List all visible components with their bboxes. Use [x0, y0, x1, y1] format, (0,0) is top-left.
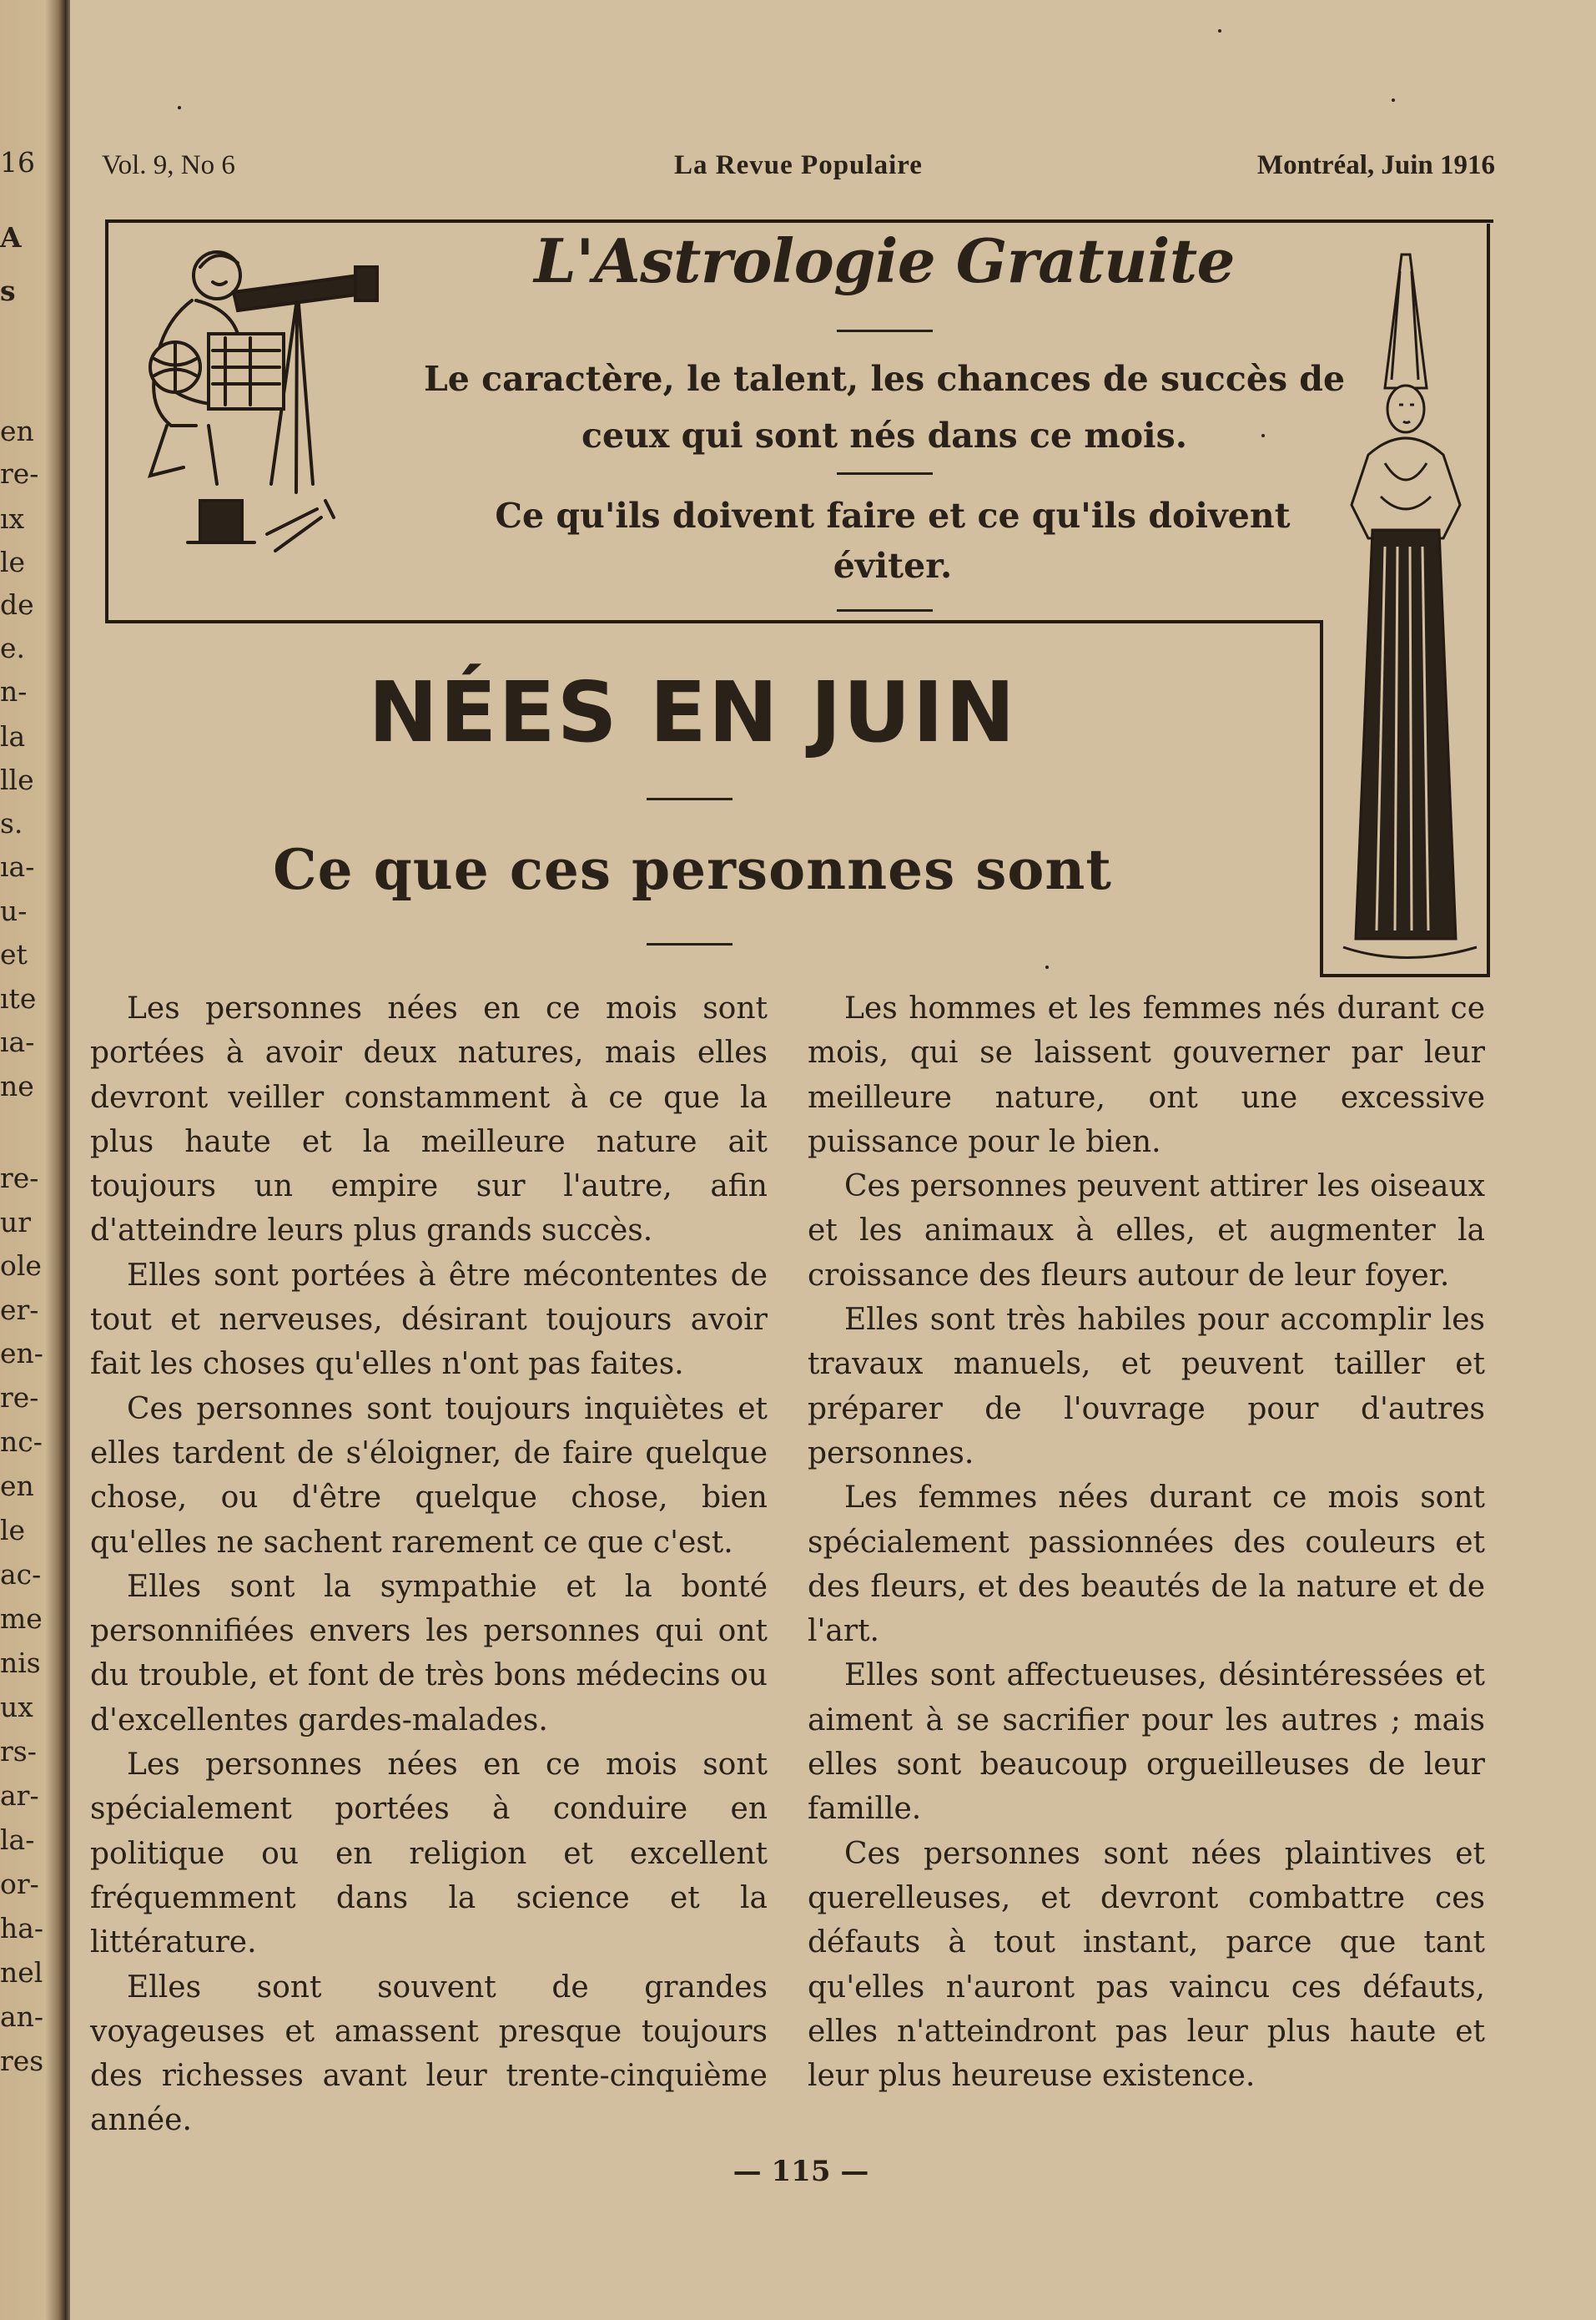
banner-frame-right: [1487, 224, 1490, 977]
print-speck: [1218, 29, 1221, 33]
banner-frame-step: [1320, 623, 1323, 977]
paragraph: Elles sont très habiles pour accomplir les travaux manuels, et peuvent tailler et préparer de l'ouvrage pour d'autres personnes.: [808, 1303, 1485, 1470]
print-speck: [1392, 98, 1395, 102]
right-column: [808, 986, 1485, 2098]
margin-fragment: lle: [0, 764, 34, 796]
divider: [647, 943, 733, 946]
margin-fragment: et: [0, 938, 28, 971]
banner-frame-step-bottom: [1320, 974, 1490, 977]
print-speck: [178, 106, 181, 109]
margin-fragment: A: [0, 221, 22, 254]
margin-fragment: le: [0, 1514, 26, 1546]
paragraph: Les femmes nées durant ce mois sont spécialement passionnées des couleurs et des fleurs, et des beautés de la nature et de l'art.: [808, 1480, 1485, 1649]
margin-fragment: me: [0, 1602, 43, 1635]
banner-subtitle: Le caractère, le talent, les chances de succès de ceux qui sont nés dans ce mois.: [423, 359, 1346, 456]
paragraph: Elles sont affectueuses, désintéressées et aiment à se sacrifier pour les autres ; mais elles sont beaucoup orgueilleuses de leur famille.: [808, 1658, 1485, 1827]
margin-fragment: n-: [0, 675, 28, 708]
divider: [837, 609, 933, 612]
margin-fragment: an-: [0, 2000, 44, 2033]
margin-fragment: er-: [0, 1294, 39, 1326]
margin-fragment: re-: [0, 1381, 39, 1414]
left-column: [90, 986, 768, 2143]
divider: [837, 472, 933, 475]
margin-fragment: ne: [0, 1070, 34, 1102]
divider: [647, 798, 733, 800]
volume-number: Vol. 9, No 6: [102, 150, 235, 180]
banner-frame-bottom: [105, 620, 1323, 623]
page-number: — 115 —: [733, 2155, 869, 2188]
paragraph: Ces personnes sont toujours inquiètes et elles tardent de s'éloigner, de faire quelque chose, ou d'être quelque chose, bien qu'elles ne sachent rarement ce que c'est.: [90, 1391, 768, 1560]
margin-fragment: re-: [0, 457, 39, 490]
margin-fragment: 16: [0, 146, 35, 179]
running-header: [102, 150, 1495, 190]
margin-fragment: ar-: [0, 1779, 39, 1812]
robed-figure-illustration: [1335, 246, 1485, 974]
print-speck: [1261, 434, 1265, 437]
margin-fragment: res: [0, 2045, 44, 2077]
margin-fragment: en-: [0, 1337, 43, 1369]
paragraph: Elles sont la sympathie et la bonté personnifiées envers les personnes qui ont du trouble, et font de très bons médecins ou d'excellentes gardes-malades.: [90, 1569, 768, 1737]
paragraph: Elles sont souvent de grandes voyageuses et amassent presque toujours des richesses avant leur trente-cinquième année.: [90, 1969, 768, 2138]
banner-subtitle-advice: Ce qu'ils doivent faire et ce qu'ils doivent éviter.: [495, 496, 1291, 586]
margin-fragment: ac-: [0, 1558, 42, 1591]
margin-fragment: en: [0, 415, 34, 447]
margin-fragment: ıx: [0, 502, 25, 535]
margin-fragment: ole: [0, 1249, 42, 1282]
margin-fragment: ıte: [0, 982, 37, 1015]
margin-fragment: ha-: [0, 1912, 44, 1944]
paragraph: Les personnes nées en ce mois sont portées à avoir deux natures, mais elles devront veiller constamment à ce que la plus haute et la meilleure nature ait toujours un empire sur l'autre, afin d'atteindre leurs plus grands succès.: [90, 991, 768, 1248]
paragraph: Ces personnes sont nées plaintives et querelleuses, et devront combattre ces défauts à tout instant, parce que tant qu'elles n'auront pas vaincu ces défauts, elles n'atteindront pas leur plus haute et leur plus heureuse existence.: [808, 1836, 1485, 2094]
margin-fragment: ux: [0, 1691, 33, 1723]
article-subtitle: Ce que ces personnes sont: [273, 837, 1112, 902]
margin-fragment: ur: [0, 1206, 32, 1238]
issue-date: Montréal, Juin 1916: [1256, 150, 1495, 180]
paragraph: Ces personnes peuvent attirer les oiseaux et les animaux à elles, et augmenter la croissance des fleurs autour de leur foyer.: [808, 1169, 1485, 1293]
margin-fragment: or-: [0, 1868, 39, 1900]
print-speck: [1045, 966, 1049, 969]
margin-fragment: la: [0, 720, 26, 753]
margin-fragment: la-: [0, 1823, 35, 1856]
margin-fragment: le: [0, 546, 26, 578]
divider: [837, 330, 933, 332]
margin-fragment: ıa-: [0, 1026, 35, 1058]
binding-gutter: [65, 0, 70, 2320]
publication-name: La Revue Populaire: [674, 150, 923, 180]
margin-fragment: e.: [0, 632, 26, 664]
paragraph: Elles sont portées à être mécontentes de tout et nerveuses, désirant toujours avoir fait les choses qu'elles n'ont pas faites.: [90, 1258, 768, 1382]
margin-fragment: s: [0, 275, 16, 307]
margin-fragment: ıa-: [0, 850, 35, 883]
margin-fragment: nc-: [0, 1425, 43, 1458]
margin-fragment: nel: [0, 1956, 43, 1989]
article-title: NÉES EN JUIN: [368, 663, 1017, 761]
margin-fragment: s.: [0, 807, 23, 840]
paragraph: Les hommes et les femmes nés durant ce mois, qui se laissent gouverner par leur meilleure nature, ont une excessive puissance pour le bien.: [808, 991, 1485, 1159]
margin-fragment: nis: [0, 1647, 41, 1679]
margin-fragment: en: [0, 1470, 34, 1502]
paragraph: Les personnes nées en ce mois sont spécialement portées à conduire en politique ou en religion et excellent fréquemment dans la science et la littérature.: [90, 1748, 768, 1960]
margin-fragment: de: [0, 588, 34, 621]
margin-fragment: u-: [0, 895, 28, 927]
astrology-heading: L'Astrologie Gratuite: [534, 225, 1235, 296]
margin-fragment: rs-: [0, 1735, 37, 1768]
margin-fragment: re-: [0, 1162, 39, 1194]
astrologer-telescope-illustration: [108, 234, 400, 584]
